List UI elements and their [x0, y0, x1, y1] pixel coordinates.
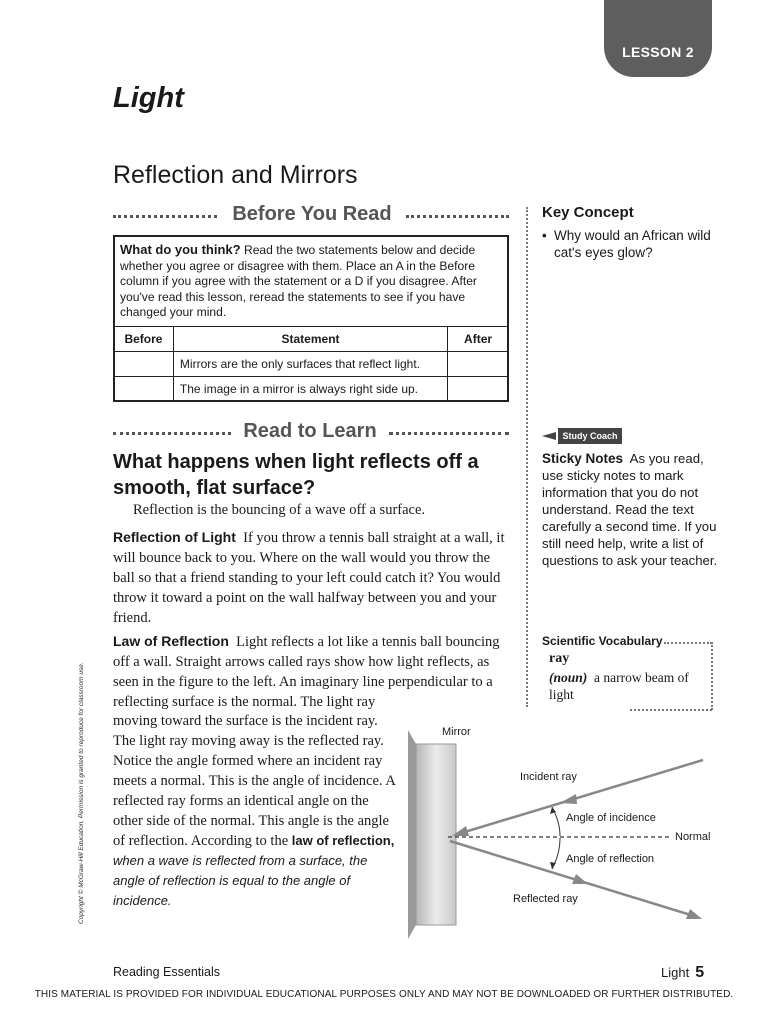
before-you-read-label: Before You Read — [232, 203, 392, 225]
what-do-you-think-box — [113, 235, 509, 402]
think-instructions — [120, 242, 504, 321]
table-header-statement: Statement — [173, 327, 447, 352]
mirror-label: Mirror — [442, 726, 471, 738]
before-you-read-heading — [113, 203, 509, 229]
vocab-definition-text: a narrow beam of light — [549, 670, 689, 702]
think-label: What do you think? — [120, 242, 241, 257]
angle-of-incidence-label: Angle of incidence — [566, 812, 656, 824]
law-of-reflection-paragraph — [113, 631, 509, 712]
pencil-tip-icon — [542, 432, 556, 440]
law-of-reflection-text-bottom: moving toward the surface is the incident ray. The light ray moving away is the reflected ray. Notice the angle formed where an incident ray meets a normal. This is the angle of incidence. A reflected ray forms an identical angle on the other side of the normal. This angle is the angle of reflection. According to the — [113, 713, 396, 849]
key-concept-title: Key Concept — [542, 204, 634, 221]
footer-disclaimer: THIS MATERIAL IS PROVIDED FOR INDIVIDUAL EDUCATIONAL PURPOSES ONLY AND MAY NOT BE DOWNLOADED OR FURTHER DISTRIBUTED. — [34, 989, 734, 1000]
think-body: Read the two statements below and decide whether you agree or disagree with them. Place an A in the Before column if you agree with the statement or a D if you disagree. After you've read this lesson, reread the statements to see if you have changed your mind. — [120, 243, 477, 320]
reflection-of-light-paragraph — [113, 527, 509, 628]
table-header-before: Before — [114, 327, 174, 352]
reflected-ray-label: Reflected ray — [513, 893, 578, 905]
mirror-face — [416, 744, 456, 925]
table-row — [114, 377, 509, 402]
copyright-notice: Copyright © McGraw-Hill Education. Permission is granted to reproduce for classroom use. — [78, 662, 85, 924]
table-header-after: After — [448, 327, 509, 352]
incident-ray-label: Incident ray — [520, 771, 577, 783]
sticky-notes-title: Sticky Notes — [542, 451, 624, 466]
statement-cell: Mirrors are the only surfaces that reflect light. — [173, 352, 447, 377]
mirror-shape — [408, 730, 416, 939]
column-divider — [526, 207, 528, 707]
normal-label: Normal — [675, 831, 711, 843]
reflection-diagram — [400, 720, 720, 940]
bullet-icon: • — [542, 228, 547, 243]
table-header-row — [114, 327, 509, 352]
table-row — [114, 352, 509, 377]
reflected-mid-arrowhead — [572, 874, 588, 884]
sticky-notes-text — [542, 450, 718, 569]
reflected-arrowhead — [686, 909, 702, 919]
lesson-tab-label: LESSON 2 — [622, 44, 694, 60]
law-of-reflection-subhead: Law of Reflection — [113, 633, 229, 649]
law-of-reflection-definition: when a wave is reflected from a surface, the angle of reflection is equal to the angle of incidence. — [113, 853, 368, 908]
angle-of-reflection-label: Angle of reflection — [566, 853, 655, 865]
before-cell[interactable] — [114, 377, 174, 402]
lesson-tab — [604, 0, 712, 77]
reflection-figure — [400, 720, 720, 940]
heading-dots-left — [113, 215, 217, 218]
section-question: What happens when light reflects off a smooth, flat surface? — [113, 451, 479, 499]
after-cell[interactable] — [448, 352, 509, 377]
before-cell[interactable] — [114, 352, 174, 377]
read-to-learn-label: Read to Learn — [243, 420, 377, 442]
law-of-reflection-continued — [113, 711, 395, 911]
read-to-learn-heading — [113, 420, 509, 446]
vocab-border-top — [664, 642, 712, 644]
study-coach-badge — [542, 428, 622, 444]
law-of-reflection-text-top: Light reflects a lot like a tennis ball bouncing off a wall. Straight arrows called rays show how light reflects, as seen in the figure to the left. An imaginary line perpendicular to a reflecting surface is the normal. The light ray — [113, 634, 500, 710]
heading-dots-left — [113, 432, 231, 435]
vocab-border-bottom — [630, 709, 712, 711]
sticky-notes-body: As you read, use sticky notes to mark information that you do not understand. Read the text carefully a second time. If you still need help, write a list of questions to ask your teacher. — [542, 451, 718, 568]
statement-cell: The image in a mirror is always right side up. — [173, 377, 447, 402]
after-cell[interactable] — [448, 377, 509, 402]
incident-mid-arrowhead — [560, 794, 577, 804]
page-number: 5 — [695, 964, 705, 981]
footer-right — [661, 964, 704, 982]
vocab-part-of-speech: (noun) — [549, 670, 588, 685]
chapter-title: Light — [113, 82, 184, 114]
vocab-definition — [549, 669, 709, 703]
key-concept-text: Why would an African wild cat's eyes glow? — [554, 228, 711, 260]
reflection-of-light-subhead: Reflection of Light — [113, 529, 236, 545]
law-of-reflection-term: law of reflection, — [291, 833, 395, 848]
lesson-title: Reflection and Mirrors — [113, 161, 358, 189]
reflection-of-light-text: If you throw a tennis ball straight at a wall, it will bounce back to you. Where on the wall would you throw the ball so that a friend standing to your left could catch it? You would throw it toward a point on the wall halfway between you and your friend. — [113, 530, 505, 626]
heading-dots-right — [389, 432, 509, 435]
footer-chapter: Light — [661, 965, 690, 980]
footer-book-title: Reading Essentials — [113, 965, 221, 979]
vocab-term: ray — [549, 651, 570, 666]
reflection-intro: Reflection is the bouncing of a wave off a surface. — [133, 502, 426, 518]
study-coach-label: Study Coach — [558, 428, 622, 444]
vocab-border-right — [711, 642, 713, 710]
statement-table — [113, 326, 509, 402]
scientific-vocabulary-title: Scientific Vocabulary — [542, 634, 663, 648]
heading-dots-right — [406, 215, 509, 218]
